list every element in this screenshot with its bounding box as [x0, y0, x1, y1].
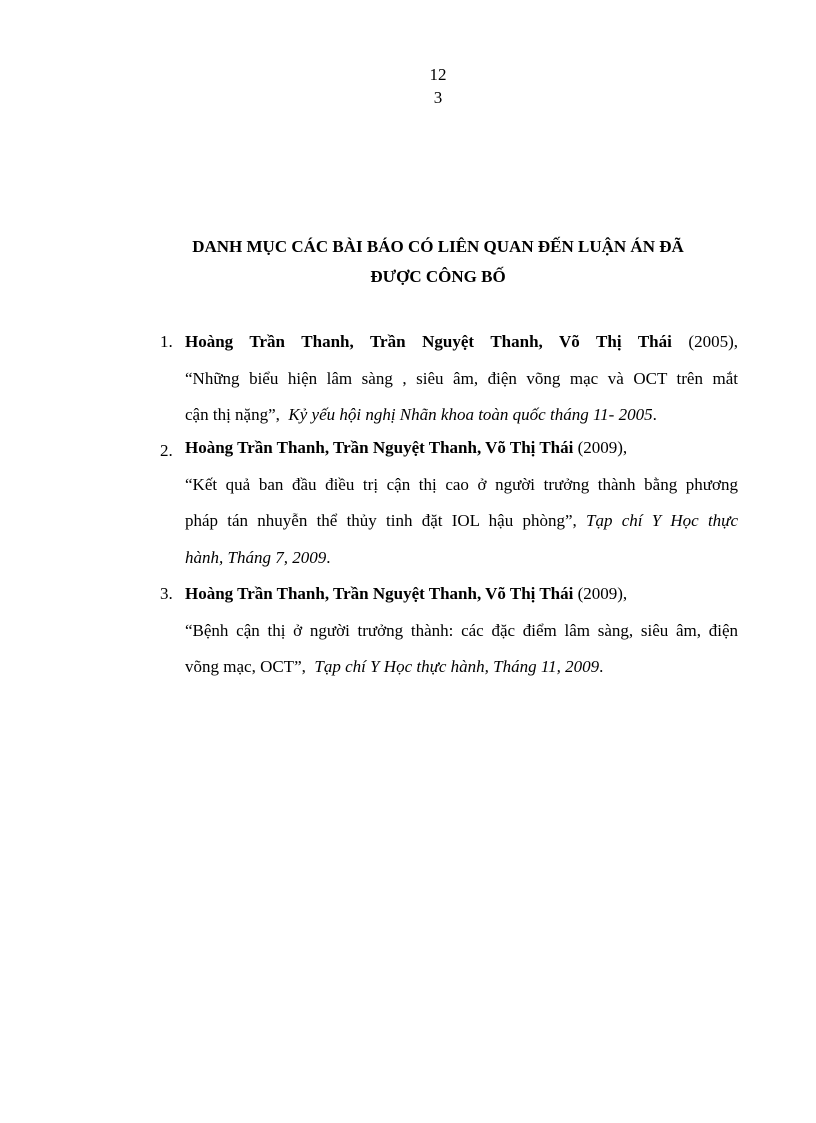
reference-authors: Hoàng Trần Thanh, Trần Nguyệt Thanh, Võ Thị Thái — [185, 584, 574, 603]
document-title-line-2: ĐƯỢC CÔNG BỐ — [370, 267, 506, 286]
reference-number: 1. — [160, 332, 173, 351]
reference-title-end: cận thị nặng”, — [185, 405, 280, 424]
reference-item — [185, 324, 738, 434]
reference-title-line: “Bệnh cận thị ở người trưởng thành: các đặc điểm lâm sàng, siêu âm, điện — [185, 620, 738, 640]
reference-title-source-line — [185, 649, 738, 686]
reference-header-line — [185, 576, 738, 613]
reference-source: Tạp chí Y Học thực hành, Tháng 11, 2009 — [314, 657, 600, 676]
reference-title-end: pháp tán nhuyễn thể thủy tinh đặt IOL hậu phòng”, — [185, 511, 577, 530]
reference-item — [185, 576, 738, 686]
reference-title-source-line — [185, 503, 738, 540]
reference-title-source-line — [185, 397, 738, 434]
page-number-line-2: 3 — [433, 88, 443, 107]
reference-number: 3. — [160, 584, 173, 603]
reference-authors: Hoàng Trần Thanh, Trần Nguyệt Thanh, Võ Thị Thái — [185, 332, 672, 351]
reference-header-line — [185, 430, 738, 467]
reference-year: (2005), — [671, 332, 738, 351]
reference-end: . — [652, 405, 657, 424]
reference-header-line — [185, 324, 738, 361]
page-number-line-1: 12 — [429, 65, 447, 84]
reference-year: (2009), — [573, 584, 628, 603]
reference-source: Kỷ yếu hội nghị Nhãn khoa toàn quốc tháng 11- 2005 — [288, 405, 653, 424]
reference-source: Tạp chí Y Học thực — [586, 511, 738, 530]
reference-title-end: võng mạc, OCT”, — [185, 657, 306, 676]
reference-item — [185, 430, 738, 576]
reference-number: 2. — [160, 441, 173, 460]
reference-end: . — [599, 657, 604, 676]
reference-source-line — [185, 540, 738, 577]
reference-year: (2009), — [573, 438, 628, 457]
reference-end: . — [326, 547, 331, 567]
reference-title-line: “Những biểu hiện lâm sàng , siêu âm, điện võng mạc và OCT trên mắt — [185, 368, 738, 388]
reference-title-line: “Kết quả ban đầu điều trị cận thị cao ở người trưởng thành bằng phương — [185, 474, 738, 494]
reference-authors: Hoàng Trần Thanh, Trần Nguyệt Thanh, Võ Thị Thái — [185, 438, 574, 457]
document-title-line-1: DANH MỤC CÁC BÀI BÁO CÓ LIÊN QUAN ĐẾN LUẬN ÁN ĐÃ — [192, 237, 684, 256]
reference-source-continued: hành, Tháng 7, 2009 — [185, 547, 327, 567]
